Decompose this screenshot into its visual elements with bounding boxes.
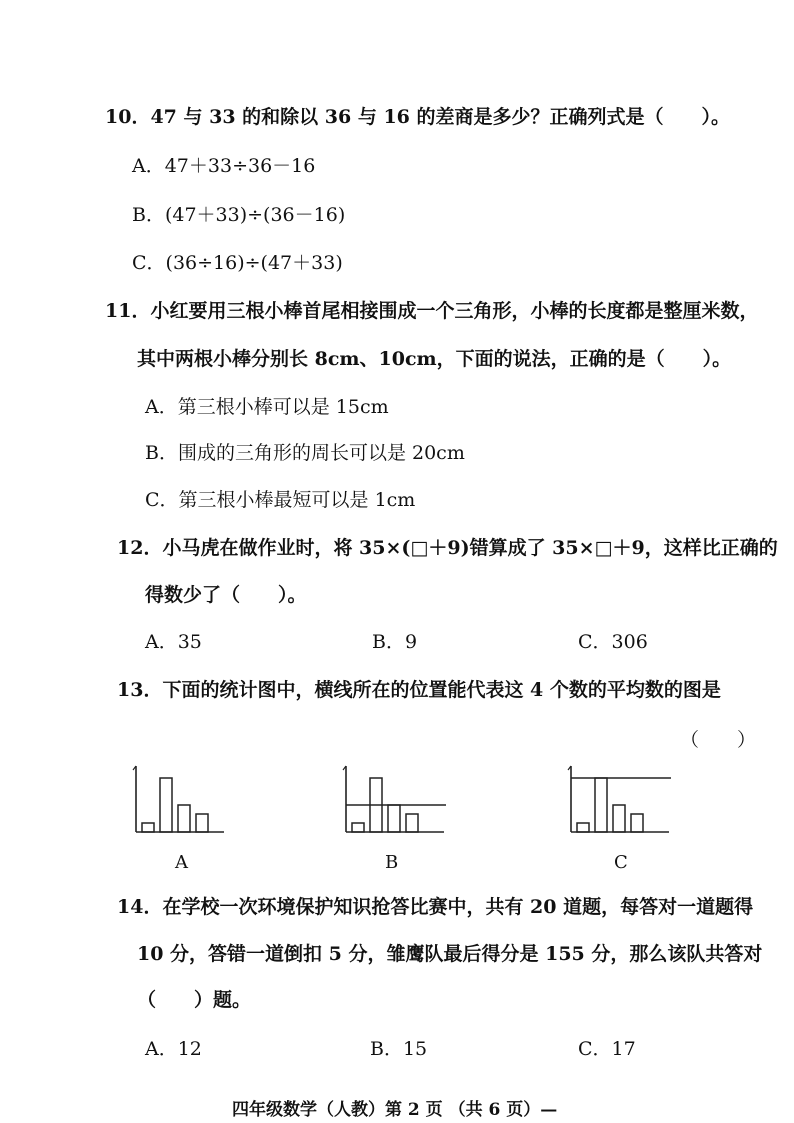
q11-stem-line2: 其中两根小棒分别长 8cm、10cm，下面的说法，正确的是（ ）。 (137, 348, 732, 370)
q13-chart-b (340, 762, 450, 838)
q13-c-bar-4 (631, 814, 643, 832)
q13-figure-c (565, 762, 675, 838)
q13-b-bar-1 (352, 823, 364, 832)
q10-option-b: B．(47＋33)÷(36－16) (132, 204, 346, 226)
q13-b-bar-4 (406, 814, 418, 832)
q11-stem-line1: 11．小红要用三根小棒首尾相接围成一个三角形，小棒的长度都是整厘米数， (105, 300, 759, 322)
q14-option-c: C．17 (578, 1038, 636, 1060)
q10-option-c: C．(36÷16)÷(47＋33) (132, 252, 343, 274)
q13-c-bar-3 (613, 805, 625, 832)
q13-figure-b-label: B (385, 852, 399, 873)
q13-b-bar-3 (388, 805, 400, 832)
q13-a-bar-4 (196, 814, 208, 832)
q13-stem: 13．下面的统计图中，横线所在的位置能代表这 4 个数的平均数的图是 (117, 679, 721, 701)
q12-stem-line2: 得数少了（ ）。 (145, 584, 307, 606)
q13-a-bar-2 (160, 778, 172, 832)
q12-option-a: A．35 (145, 631, 202, 653)
page-footer: 四年级数学（人教）第 2 页 （共 6 页）— (232, 1100, 558, 1120)
q13-figure-a-label: A (175, 852, 188, 873)
q12-option-c: C．306 (578, 631, 648, 653)
q12-option-b: B．9 (372, 631, 418, 653)
q14-stem-line2: 10 分，答错一道倒扣 5 分，雏鹰队最后得分是 155 分，那么该队共答对 (137, 943, 763, 965)
q12-stem-line1: 12．小马虎在做作业时，将 35×(□＋9)错算成了 35×□＋9，这样比正确的 (117, 537, 778, 559)
q14-stem-line3: （ ）题。 (137, 989, 252, 1011)
q13-chart-a (130, 762, 230, 838)
q14-option-a: A．12 (145, 1038, 202, 1060)
q13-a-bar-3 (178, 805, 190, 832)
q13-a-bar-1 (142, 823, 154, 832)
q13-figure-b (340, 762, 450, 838)
q11-option-b: B．围成的三角形的周长可以是 20cm (145, 442, 465, 464)
q13-answer-blank: （ ） (680, 729, 757, 751)
q11-option-c: C．第三根小棒最短可以是 1cm (145, 489, 416, 511)
q10-option-a: A．47＋33÷36－16 (132, 155, 316, 177)
q14-option-b: B．15 (370, 1038, 428, 1060)
q14-stem-line1: 14．在学校一次环境保护知识抢答比赛中，共有 20 道题，每答对一道题得 (117, 896, 754, 918)
q11-option-a: A．第三根小棒可以是 15cm (145, 396, 389, 418)
q13-c-bar-2 (595, 778, 607, 832)
q13-figure-a (130, 762, 230, 838)
q13-chart-c (565, 762, 675, 838)
q13-figure-c-label: C (614, 852, 628, 873)
q10-stem: 10．47 与 33 的和除以 36 与 16 的差商是多少？正确列式是（ ）。 (105, 106, 731, 128)
q13-c-bar-1 (577, 823, 589, 832)
